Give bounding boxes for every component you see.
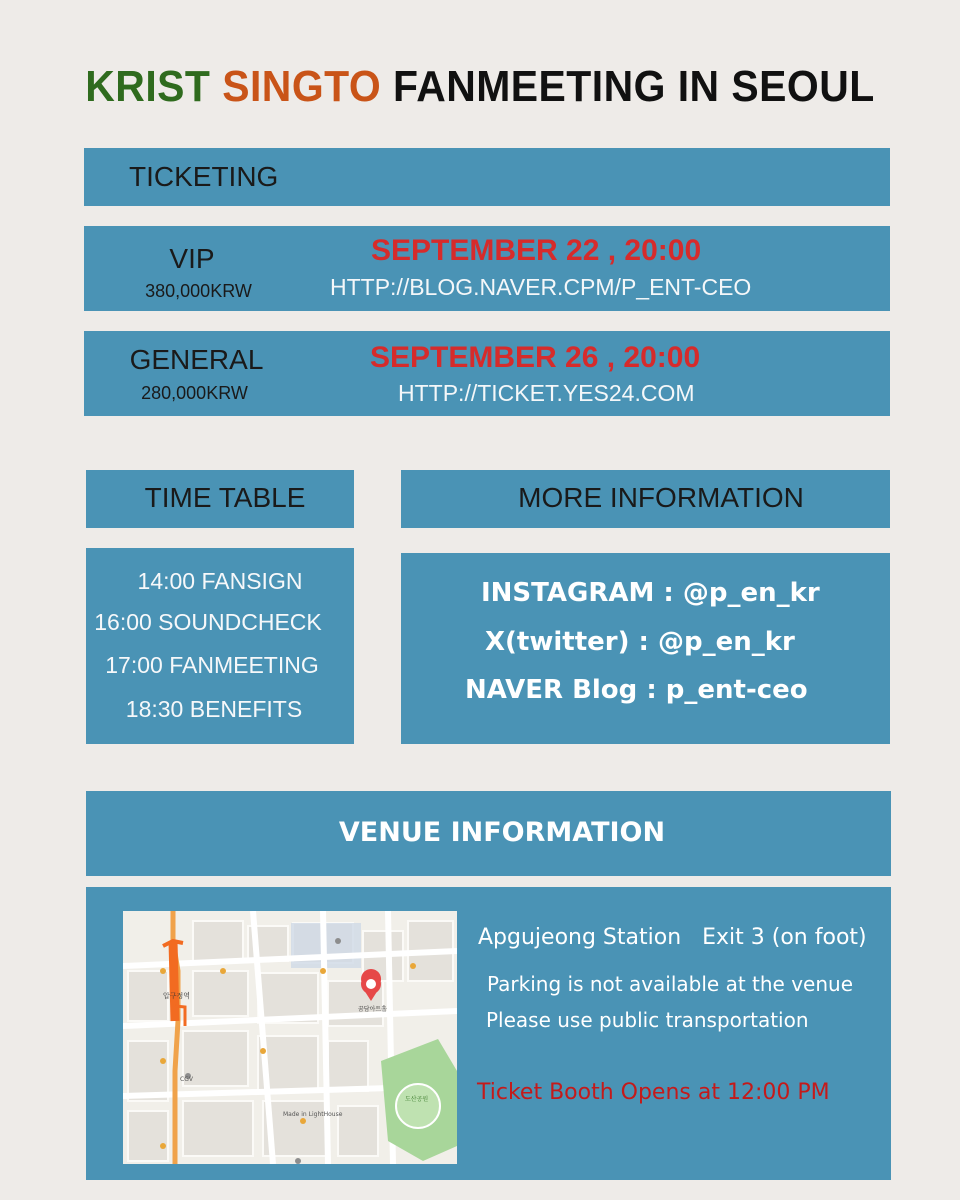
moreinfo-header-panel xyxy=(401,470,890,528)
vip-panel xyxy=(84,226,890,311)
venue-map[interactable] xyxy=(123,911,457,1164)
moreinfo-header: MORE INFORMATION xyxy=(518,482,804,513)
venue-header-panel xyxy=(86,791,891,876)
timetable-item: 18:30 BENEFITS xyxy=(125,696,303,722)
venue-header: VENUE INFORMATION xyxy=(338,817,666,848)
general-label: GENERAL xyxy=(129,344,264,375)
timetable-header: TIME TABLE xyxy=(144,482,306,513)
timetable-item: 14:00 FANSIGN xyxy=(137,568,303,594)
map-station-label: 압구정역 xyxy=(163,992,191,1000)
venue-transport: Please use public transportation xyxy=(486,1008,809,1032)
ticketing-header-panel xyxy=(84,148,890,206)
vip-url[interactable]: HTTP://BLOG.NAVER.CPM/P_ENT-CEO xyxy=(330,274,752,300)
venue-booth-time: Ticket Booth Opens at 12:00 PM xyxy=(477,1080,830,1105)
map-venue-label: 꿈담아트홀 xyxy=(358,1006,387,1013)
timetable-item: 17:00 FANMEETING xyxy=(105,652,319,678)
page-title xyxy=(34,62,927,112)
title-rest: FANMEETING IN SEOUL xyxy=(392,62,875,111)
instagram-line[interactable]: INSTAGRAM : @p_en_kr xyxy=(481,578,820,608)
timetable-header-panel xyxy=(86,470,354,528)
vip-date: SEPTEMBER 22 , 20:00 xyxy=(371,234,702,267)
general-panel xyxy=(84,331,890,416)
venue-station: Apgujeong Station Exit 3 (on foot) xyxy=(478,925,867,950)
general-url[interactable]: HTTP://TICKET.YES24.COM xyxy=(398,380,695,406)
timetable-item: 16:00 SOUNDCHECK xyxy=(94,609,322,635)
map-cgv-label: CGV xyxy=(180,1076,193,1083)
naver-blog-line[interactable]: NAVER Blog : p_ent-ceo xyxy=(465,675,808,705)
twitter-line[interactable]: X(twitter) : @p_en_kr xyxy=(485,627,795,657)
general-price: 280,000KRW xyxy=(141,383,248,403)
venue-parking: Parking is not available at the venue xyxy=(487,972,854,996)
general-date: SEPTEMBER 26 , 20:00 xyxy=(370,341,701,374)
title-krist: KRIST xyxy=(85,62,211,111)
timetable-panel xyxy=(86,548,354,744)
vip-price: 380,000KRW xyxy=(145,281,252,301)
map-park-label: 도산공원 xyxy=(405,1096,429,1103)
vip-label: VIP xyxy=(169,243,215,274)
title-singto: SINGTO xyxy=(222,62,382,111)
moreinfo-panel xyxy=(401,553,890,744)
ticketing-header: TICKETING xyxy=(129,161,279,192)
map-madein-label: Made in LightHouse xyxy=(283,1111,343,1118)
map-graphic xyxy=(123,911,457,1164)
